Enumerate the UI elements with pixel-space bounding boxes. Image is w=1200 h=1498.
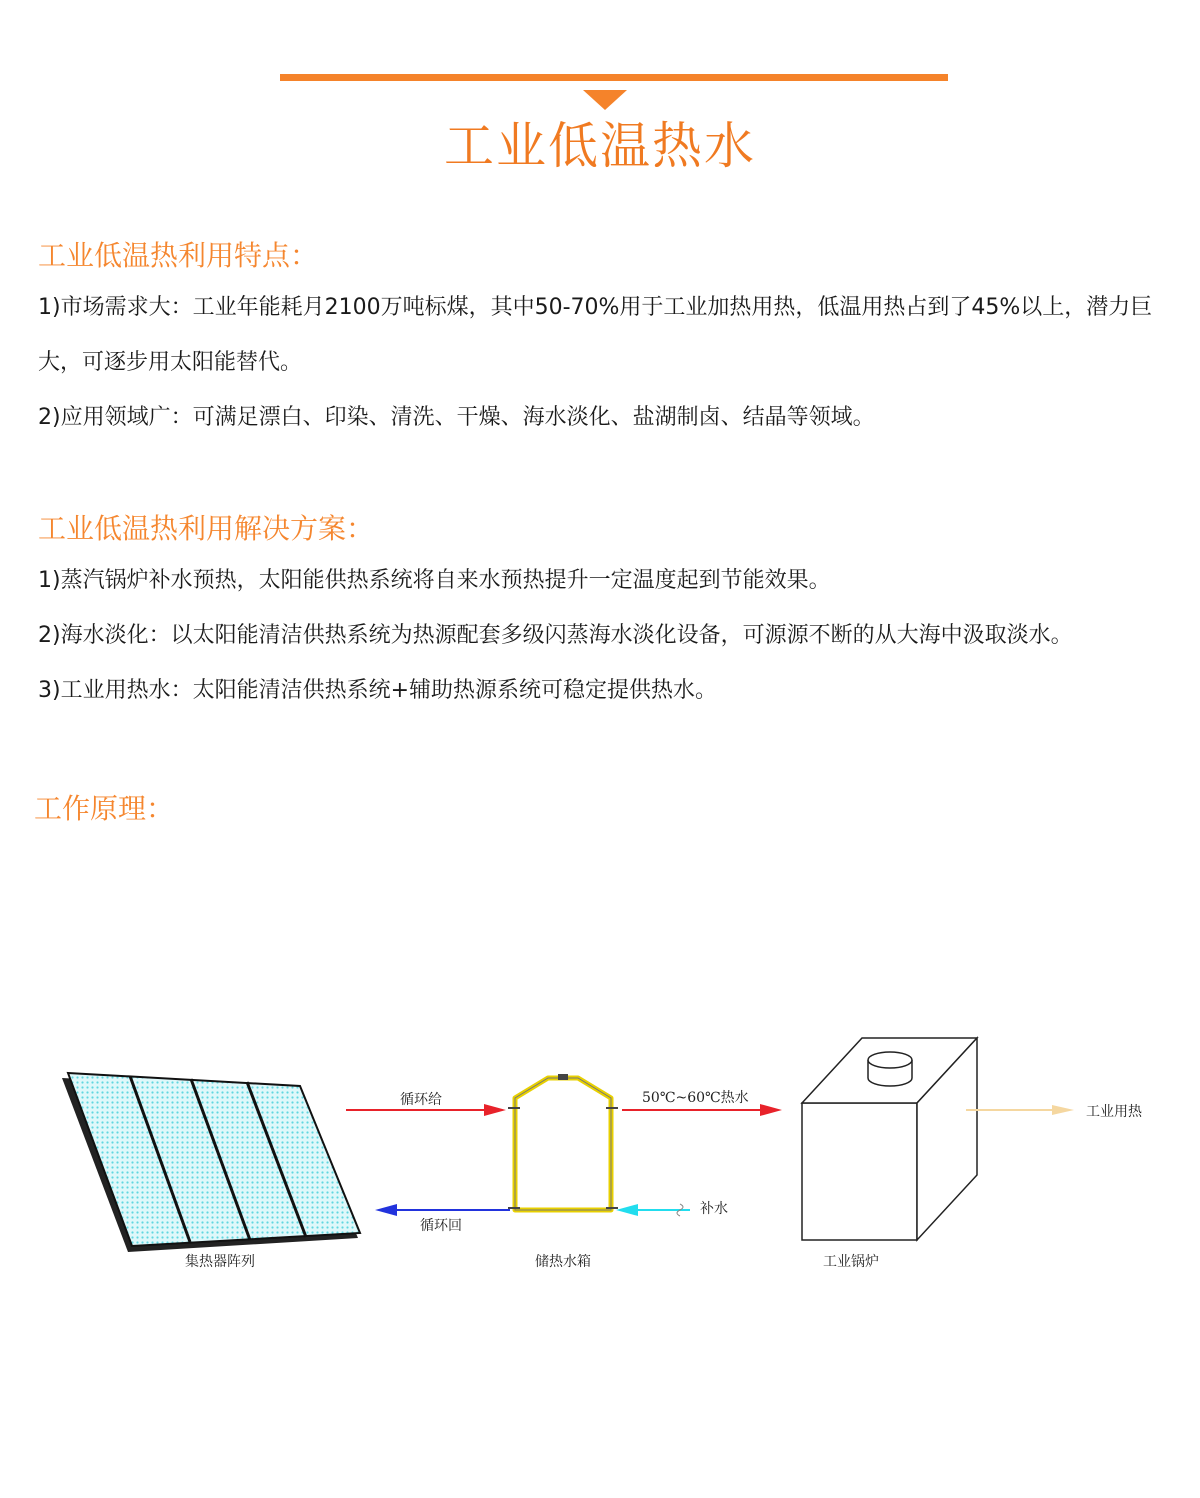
return-arrow-icon (375, 1204, 510, 1216)
collector-array (62, 1073, 360, 1252)
features-heading: 工业低温热利用特点： (38, 239, 319, 272)
features-item: 2)应用领域广：可满足漂白、印染、清洗、干燥、海水淡化、盐湖制卤、结晶等领域。 (38, 405, 875, 430)
makeup-water-arrow-icon (616, 1204, 690, 1216)
solutions-item: 2)海水淡化：以太阳能清洁供热系统为热源配套多级闪蒸海水淡化设备，可源源不断的从大海中汲取淡水。 (38, 623, 1073, 648)
collector-panel-surface (68, 1073, 360, 1246)
header-accent-bar (280, 74, 948, 81)
boiler-chimney-opening (868, 1052, 912, 1068)
collector-label: 集热器阵列 (185, 1254, 255, 1270)
solutions-item: 3)工业用热水：太阳能清洁供热系统+辅助热源系统可稳定提供热水。 (38, 678, 718, 703)
hot-water-label: 50℃~60℃热水 (642, 1090, 749, 1106)
features-item: 1)市场需求大：工业年能耗月2100万吨标煤，其中50-70%用于工业加热用热，低温用热占到了45%以上，潜力巨大，可逐步用太阳能替代。 (38, 295, 1153, 375)
solutions-list (38, 553, 1158, 718)
storage-tank (508, 1074, 618, 1210)
boiler (802, 1038, 977, 1240)
output-arrow-icon (966, 1105, 1074, 1115)
boiler-label: 工业锅炉 (823, 1254, 879, 1270)
page-title: 工业低温热水 (444, 117, 756, 175)
features-list (38, 280, 1158, 445)
solutions-heading: 工业低温热利用解决方案： (38, 512, 375, 545)
makeup-label: 补水 (700, 1201, 728, 1217)
principle-heading: 工作原理： (34, 792, 175, 825)
solutions-item: 1)蒸汽锅炉补水预热，太阳能供热系统将自来水预热提升一定温度起到节能效果。 (38, 568, 831, 593)
return-label: 循环回 (420, 1218, 462, 1234)
output-label: 工业用热 (1086, 1104, 1142, 1120)
boiler-front (802, 1103, 917, 1240)
working-principle-diagram (0, 1020, 1200, 1320)
tank-label: 储热水箱 (535, 1254, 591, 1270)
supply-label: 循环给 (400, 1092, 442, 1108)
header-down-triangle-icon (583, 90, 627, 110)
